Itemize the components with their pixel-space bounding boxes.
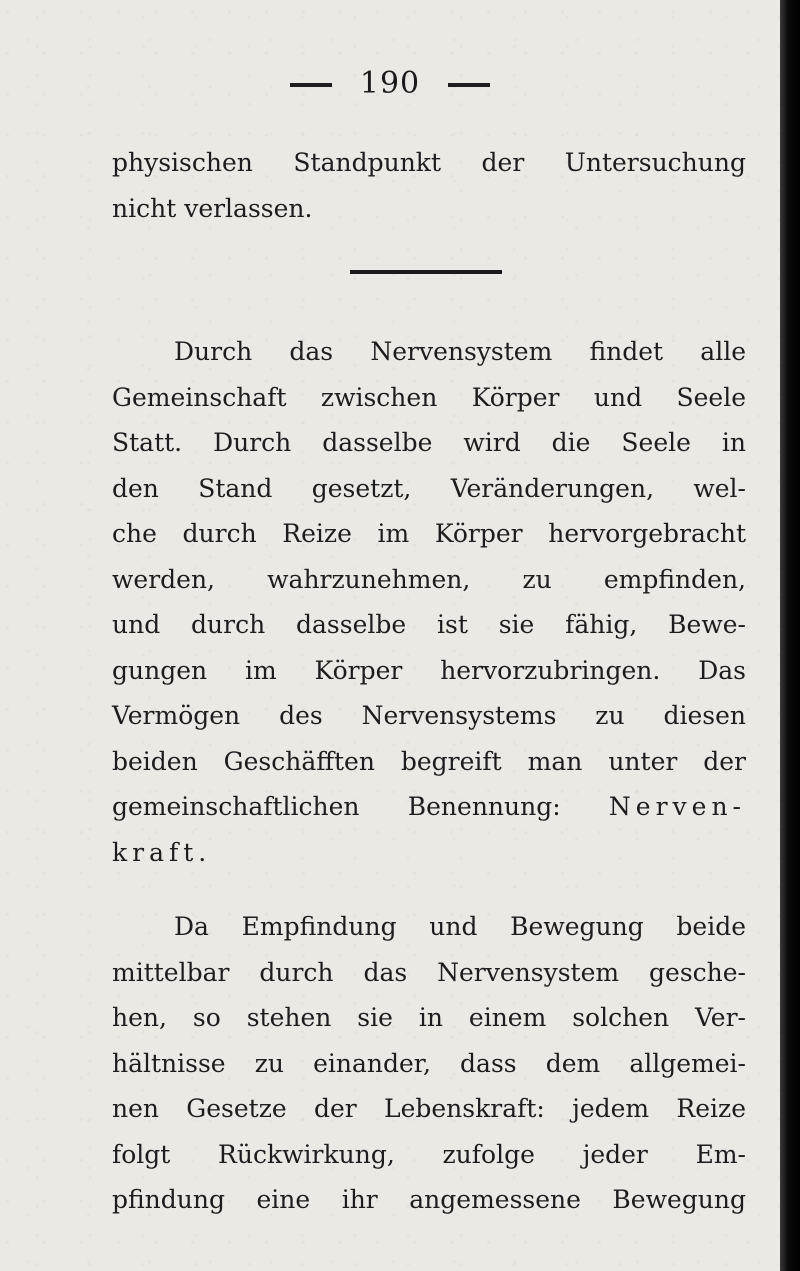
text-line: werden, wahrzunehmen, zu empfinden, [112,564,746,594]
text-line: Durch das Nervensystem findet alle [174,337,746,366]
header-dash-right [448,83,490,87]
text-line: folgt Rückwirkung, zufolge jeder Em- [112,1139,746,1169]
text-line: beiden Geschäfften begreift man unter der [112,746,746,776]
paragraph-nervensystem [112,329,746,875]
text-line: pfindung eine ihr angemessene Bewegung [112,1185,746,1214]
text-line: hältnisse zu einander, dass dem allgemei- [112,1048,746,1078]
text-line: und durch dasselbe ist sie fähig, Bewe- [112,610,746,639]
section-rule [350,270,502,274]
spaced-term: kraft. [112,837,212,867]
text-line: nicht verlassen. [112,193,313,223]
header-dash-left [290,83,332,87]
spaced-term: Nerven- [608,792,746,821]
text-line: che durch Reize im Körper hervorgebracht [112,519,746,548]
text-line-part: gemeinschaftlichen Benennung: [112,792,561,821]
book-spine-edge [780,0,800,1271]
text-line: den Stand gesetzt, Veränderungen, wel- [112,473,746,503]
text-line: Da Empfindung und Bewegung beide [174,912,746,941]
text-line: nen Gesetze der Lebenskraft: jedem Reize [112,1094,746,1123]
text-line: Gemeinschaft zwischen Körper und Seele [112,382,746,412]
text-line: gungen im Körper hervorzubringen. Das [112,655,746,685]
text-line: mittelbar durch das Nervensystem gesche- [112,957,746,987]
paragraph-empfindung [112,904,746,1223]
page-header [0,66,780,101]
text-line: Vermögen des Nervensystems zu diesen [112,701,746,730]
page-number: 190 [359,66,421,101]
text-line: physischen Standpunkt der Untersuchung [112,148,746,177]
text-line: hen, so stehen sie in einem solchen Ver- [112,1003,746,1032]
text-line [112,784,746,830]
paragraph-continuation [112,140,746,231]
text-line: Statt. Durch dasselbe wird die Seele in [112,428,746,457]
